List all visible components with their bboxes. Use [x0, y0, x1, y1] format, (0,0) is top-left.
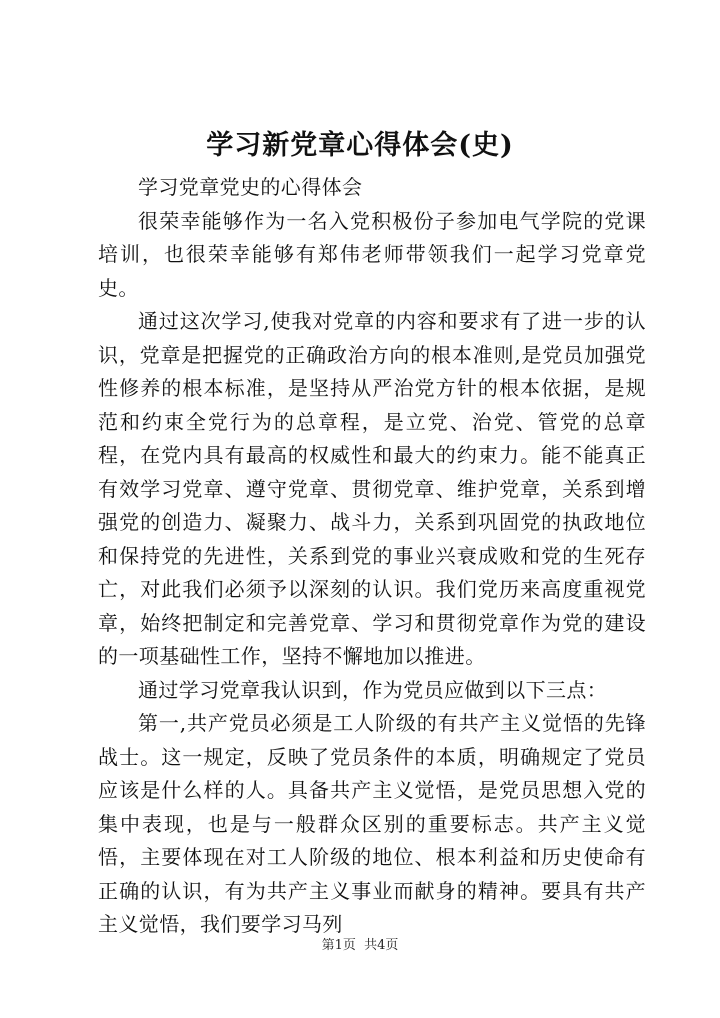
document-body: [98, 171, 646, 942]
page-footer: [0, 936, 720, 956]
paragraph-intro: 很荣幸能够作为一名入党积极份子参加电气学院的党课培训，也很荣幸能够有郑伟老师带领我们一起学习党章党史。: [98, 208, 646, 300]
total-pages: 共4页: [364, 938, 399, 953]
current-page-number: 第1页: [321, 938, 356, 953]
paragraph-first-point: 第一,共产党员必须是工人阶级的有共产主义觉悟的先锋战士。这一规定，反映了党员条件的本质，明确规定了党员应该是什么样的人。具备共产主义觉悟，是党员思想入党的集中表现，也是与一般群众区别的重要标志。共产主义觉悟，主要体现在对工人阶级的地位、根本利益和历史使命有正确的认识，有为共产主义事业而献身的精神。要具有共产主义觉悟，我们要学习马列: [98, 711, 646, 936]
paragraph-understanding: 通过这次学习,使我对党章的内容和要求有了进一步的认识，党章是把握党的正确政治方向的根本准则,是党员加强党性修养的根本标准，是坚持从严治党方针的根本依据，是规范和约束全党行为的总章程，是立党、治党、管党的总章程，在党内具有最高的权威性和最大的约束力。能不能真正有效学习党章、遵守党章、贯彻党章、维护党章，关系到增强党的创造力、凝聚力、战斗力，关系到巩固党的执政地位和保持党的先进性，关系到党的事业兴衰成败和党的生死存亡，对此我们必须予以深刻的认识。我们党历来高度重视党章，始终把制定和完善党章、学习和贯彻党章作为党的建设的一项基础性工作，坚持不懈地加以推进。: [98, 309, 646, 668]
paragraph-subtitle: 学习党章党史的心得体会: [138, 175, 363, 199]
document-title: 学习新党章心得体会(史): [206, 130, 514, 161]
paragraph-three-points: 通过学习党章我认识到，作为党员应做到以下三点：: [138, 677, 608, 702]
